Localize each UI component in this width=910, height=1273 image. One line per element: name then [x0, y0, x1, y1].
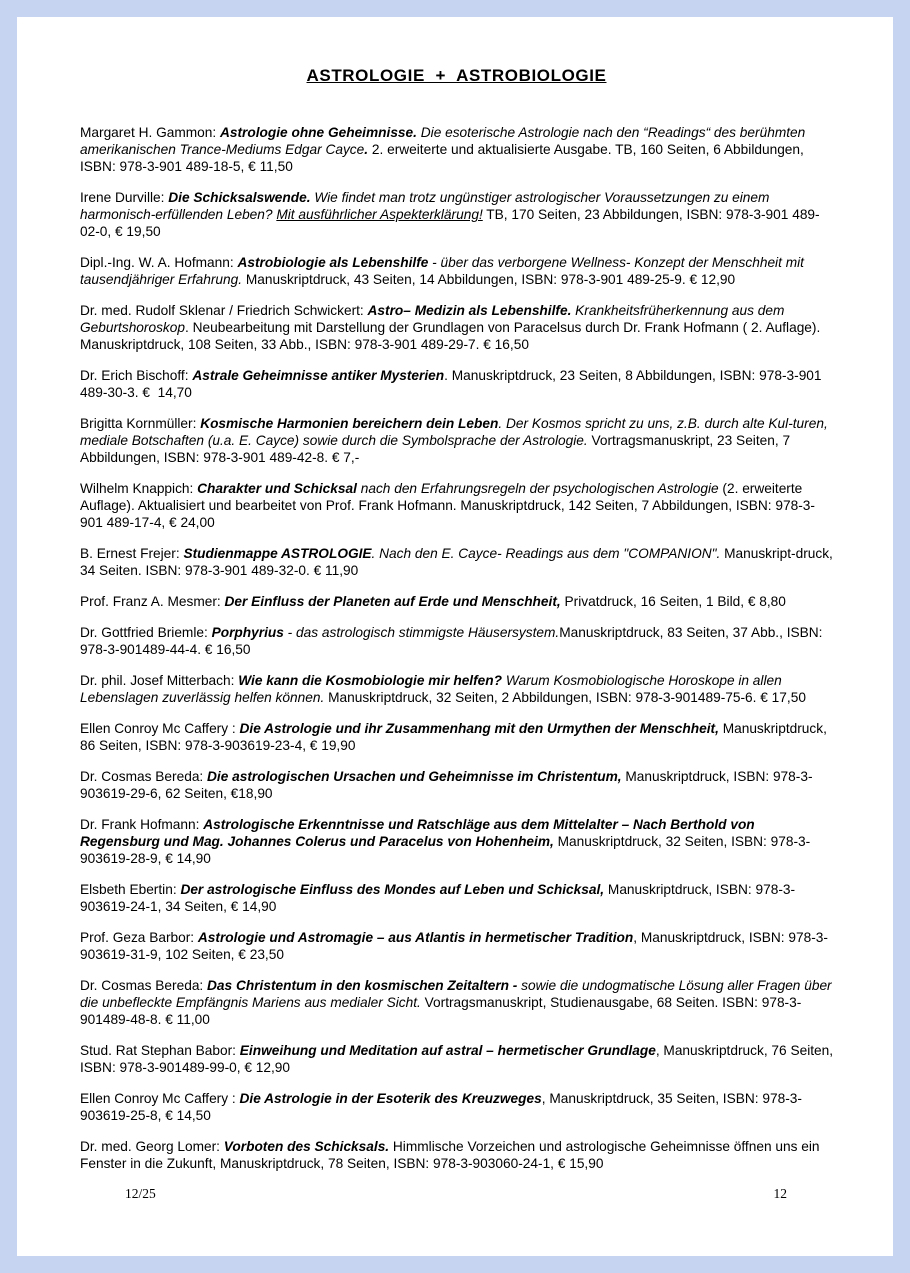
catalog-entry [80, 881, 835, 915]
entry-segment: , Manuskriptdruck, 76 Seiten, ISBN: 978-3-901489-99-0, € 12,90 [80, 1043, 837, 1075]
entry-segment: Manuskriptdruck, 32 Seiten, 2 Abbildungen, ISBN: 978-3-901489-75-6. € 17,50 [328, 690, 806, 705]
entry-segment: Einweihung und Meditation auf astral – hermetischer Grundlage [239, 1043, 656, 1058]
entry-segment: Das Christentum in den kosmischen Zeitaltern - [207, 978, 522, 993]
entry-segment: - über das verborgene Wellness- Konzept der Menschheit mit tausendjähriger Erfahrung. [80, 255, 808, 287]
entry-segment: Dr. Cosmas Bereda: [80, 769, 208, 784]
entry-segment: Astrale Geheimnisse antiker Mysterien [192, 368, 445, 383]
page-title: ASTROLOGIE + ASTROBIOLOGIE [306, 66, 607, 85]
entry-segment: Manuskriptdruck, 32 Seiten, ISBN: 978-3-903619-28-9, € 14,90 [80, 834, 811, 866]
catalog-entry [80, 545, 835, 579]
entry-segment: Manuskriptdruck, 83 Seiten, 37 Abb., ISBN: 978-3-901489-44-4. € 16,50 [80, 625, 827, 657]
entry-segment: Prof. Geza Barbor: [80, 930, 198, 945]
entry-segment: , Manuskriptdruck, ISBN: 978-3-903619-31-9, 102 Seiten, € 23,50 [80, 930, 828, 962]
entry-segment: Kosmische Harmonien bereichern dein Leben [200, 416, 499, 431]
entry-segment: 2. erweiterte und aktualisierte Ausgabe. TB, 160 Seiten, 6 Abbildungen, ISBN: 978-3-901 489-18-5, € 11,50 [80, 142, 808, 174]
entry-segment: Manuskriptdruck, ISBN: 978-3-903619-24-1, 34 Seiten, € 14,90 [80, 882, 796, 914]
entry-segment: Die Astrologie und ihr Zusammenhang mit den Urmythen der Menschheit, [239, 721, 719, 736]
catalog-entry [80, 816, 835, 867]
entry-segment: Astrologische Erkenntnisse und Ratschläge aus dem Mittelalter – Nach Berthold von Regensburg und Mag. Johannes Colerus und Paracelus von Hohenheim, [80, 817, 759, 849]
entry-segment: Ellen Conroy Mc Caffery : [80, 1091, 240, 1106]
entry-segment: Dr. Frank Hofmann: [80, 817, 204, 832]
entry-segment: Porphyrius [211, 625, 284, 640]
page-footer [80, 1186, 835, 1202]
catalog-entry [80, 672, 835, 706]
catalog-entry [80, 720, 835, 754]
entry-segment: Der Einfluss der Planeten auf Erde und Menschheit, [224, 594, 561, 609]
entry-segment: Vortragsmanuskript, Studienausgabe, 68 Seiten. ISBN: 978-3-901489-48-8. € 11,00 [80, 995, 802, 1027]
catalog-entry [80, 367, 835, 401]
entry-segment: Margaret H. Gammon: [80, 125, 220, 140]
document-page [17, 17, 893, 1256]
catalog-entry [80, 124, 835, 175]
entry-segment: Manuskript-druck, 34 Seiten. ISBN: 978-3-901 489-32-0. € 11,90 [80, 546, 837, 578]
entry-segment: . Nach den E. Cayce- Readings aus dem "COMPANION". [371, 546, 725, 561]
entry-segment: Dr. Gottfried Briemle: [80, 625, 212, 640]
entry-segment: . [364, 142, 372, 157]
entry-segment: Himmlische Vorzeichen und astrologische Geheimnisse öffnen uns ein Fenster in die Zukunft, Manuskriptdruck, 78 Seiten, ISBN: 978-3-903060-24-1, € 15,90 [80, 1139, 824, 1171]
entry-segment: Die Schicksalswende. [168, 190, 315, 205]
catalog-entry [80, 189, 835, 240]
catalog-entry [80, 1042, 835, 1076]
catalog-entry [80, 480, 835, 531]
entry-segment: Stud. Rat Stephan Babor: [80, 1043, 240, 1058]
catalog-entry [80, 1090, 835, 1124]
entry-segment: Wie kann die Kosmobiologie mir helfen? [238, 673, 506, 688]
catalog-entry [80, 1138, 835, 1172]
catalog-entry [80, 593, 835, 610]
entry-segment: Prof. Franz A. Mesmer: [80, 594, 225, 609]
entry-segment: Ellen Conroy Mc Caffery : [80, 721, 240, 736]
entry-segment: Dr. med. Georg Lomer: [80, 1139, 224, 1154]
entry-segment: Manuskriptdruck, ISBN: 978-3-903619-29-6, 62 Seiten, €18,90 [80, 769, 813, 801]
entry-segment: Charakter und Schicksal [197, 481, 357, 496]
entry-segment: Manuskriptdruck, 86 Seiten, ISBN: 978-3-903619-23-4, € 19,90 [80, 721, 831, 753]
entry-segment: Brigitta Kornmüller: [80, 416, 201, 431]
entry-segment: . Der Kosmos spricht zu uns, z.B. durch alte Kul-turen, mediale Botschaften (u.a. E. Cayce) sowie durch die Symbolsprache der Astrologie. [80, 416, 832, 448]
entry-segment: Elsbeth Ebertin: [80, 882, 181, 897]
entry-segment: TB, 170 Seiten, 23 Abbildungen, ISBN: 978-3-901 489-02-0, € 19,50 [80, 207, 820, 239]
entry-segment: Vorboten des Schicksals. [223, 1139, 393, 1154]
entry-segment: Mit ausführlicher Aspekterklärung! [276, 207, 483, 222]
entry-segment: , Manuskriptdruck, 35 Seiten, ISBN: 978-3-903619-25-8, € 14,50 [80, 1091, 802, 1123]
entry-segment: Astrologie ohne Geheimnisse. [219, 125, 421, 140]
catalog-entry [80, 624, 835, 658]
entry-segment: Wilhelm Knappich: [80, 481, 198, 496]
entry-segment: . Neubearbeitung mit Darstellung der Grundlagen von Paracelsus durch Dr. Frank Hofmann ( 2. Auflage). Manuskriptdruck, 108 Seiten, 33 Abb., ISBN: 978-3-901 489-29-7. € 16,50 [80, 320, 825, 352]
entry-segment: Vortragsmanuskript, 23 Seiten, 7 Abbildungen, ISBN: 978-3-901 489-42-8. € 7,- [80, 433, 794, 465]
entry-segment: Die esoterische Astrologie nach den “Readings“ des berühmten amerikanischen Trance-Mediums Edgar Cayce [80, 125, 810, 157]
entry-segment: (2. erweiterte Auflage). Aktualisiert und bearbeitet von Prof. Frank Hofmann. Manuskriptdruck, 142 Seiten, 7 Abbildungen, ISBN: 978-3-901 489-17-4, € 24,00 [80, 481, 815, 530]
entry-segment: nach den Erfahrungsregeln der psychologischen Astrologie [356, 481, 719, 496]
entry-segment: Dr. med. Rudolf Sklenar / Friedrich Schwickert: [80, 303, 368, 318]
catalog-entry-list [80, 124, 835, 1172]
catalog-entry [80, 929, 835, 963]
entry-segment: Krankheitsfrüherkennung aus dem Geburtshoroskop [80, 303, 789, 335]
catalog-entry [80, 254, 835, 288]
entry-segment: - das astrologisch stimmigste Häusersystem. [283, 625, 560, 640]
entry-segment: Astrologie und Astromagie – aus Atlantis in hermetischer Tradition [197, 930, 634, 945]
entry-segment: Dr. Erich Bischoff: [80, 368, 193, 383]
footer-page-number: 12 [773, 1186, 787, 1201]
catalog-entry [80, 977, 835, 1028]
entry-segment: Astro– Medizin als Lebenshilfe. [367, 303, 576, 318]
footer-page-fraction: 12/25 [125, 1186, 156, 1201]
entry-segment: Die astrologischen Ursachen und Geheimnisse im Christentum, [207, 769, 622, 784]
entry-segment: Studienmappe ASTROLOGIE [183, 546, 372, 561]
entry-segment: Dipl.-Ing. W. A. Hofmann: [80, 255, 238, 270]
entry-segment: Dr. phil. Josef Mitterbach: [80, 673, 239, 688]
entry-segment: Manuskriptdruck, 43 Seiten, 14 Abbildungen, ISBN: 978-3-901 489-25-9. € 12,90 [245, 272, 736, 287]
catalog-entry [80, 768, 835, 802]
entry-segment: Privatdruck, 16 Seiten, 1 Bild, € 8,80 [560, 594, 786, 609]
catalog-entry [80, 302, 835, 353]
entry-segment: Wie findet man trotz ungünstiger astrologischer Voraussetzungen zu einem harmonisch-erfüllenden Leben? [80, 190, 774, 222]
catalog-entry [80, 415, 835, 466]
entry-segment: Irene Durville: [80, 190, 169, 205]
entry-segment: Astrobiologie als Lebenshilfe [237, 255, 429, 270]
entry-segment: B. Ernest Frejer: [80, 546, 184, 561]
entry-segment: Die Astrologie in der Esoterik des Kreuzweges [239, 1091, 542, 1106]
entry-segment: Der astrologische Einfluss des Mondes auf Leben und Schicksal, [180, 882, 605, 897]
entry-segment: sowie die undogmatische Lösung aller Fragen über die unbefleckte Empfängnis Mariens aus medialer Sicht. [80, 978, 836, 1010]
entry-segment: Dr. Cosmas Bereda: [80, 978, 208, 993]
entry-segment: . Manuskriptdruck, 23 Seiten, 8 Abbildungen, ISBN: 978-3-901 489-30-3. € 14,70 [80, 368, 826, 400]
entry-segment: Warum Kosmobiologische Horoskope in allen Lebenslagen zuverlässig helfen können. [80, 673, 786, 705]
